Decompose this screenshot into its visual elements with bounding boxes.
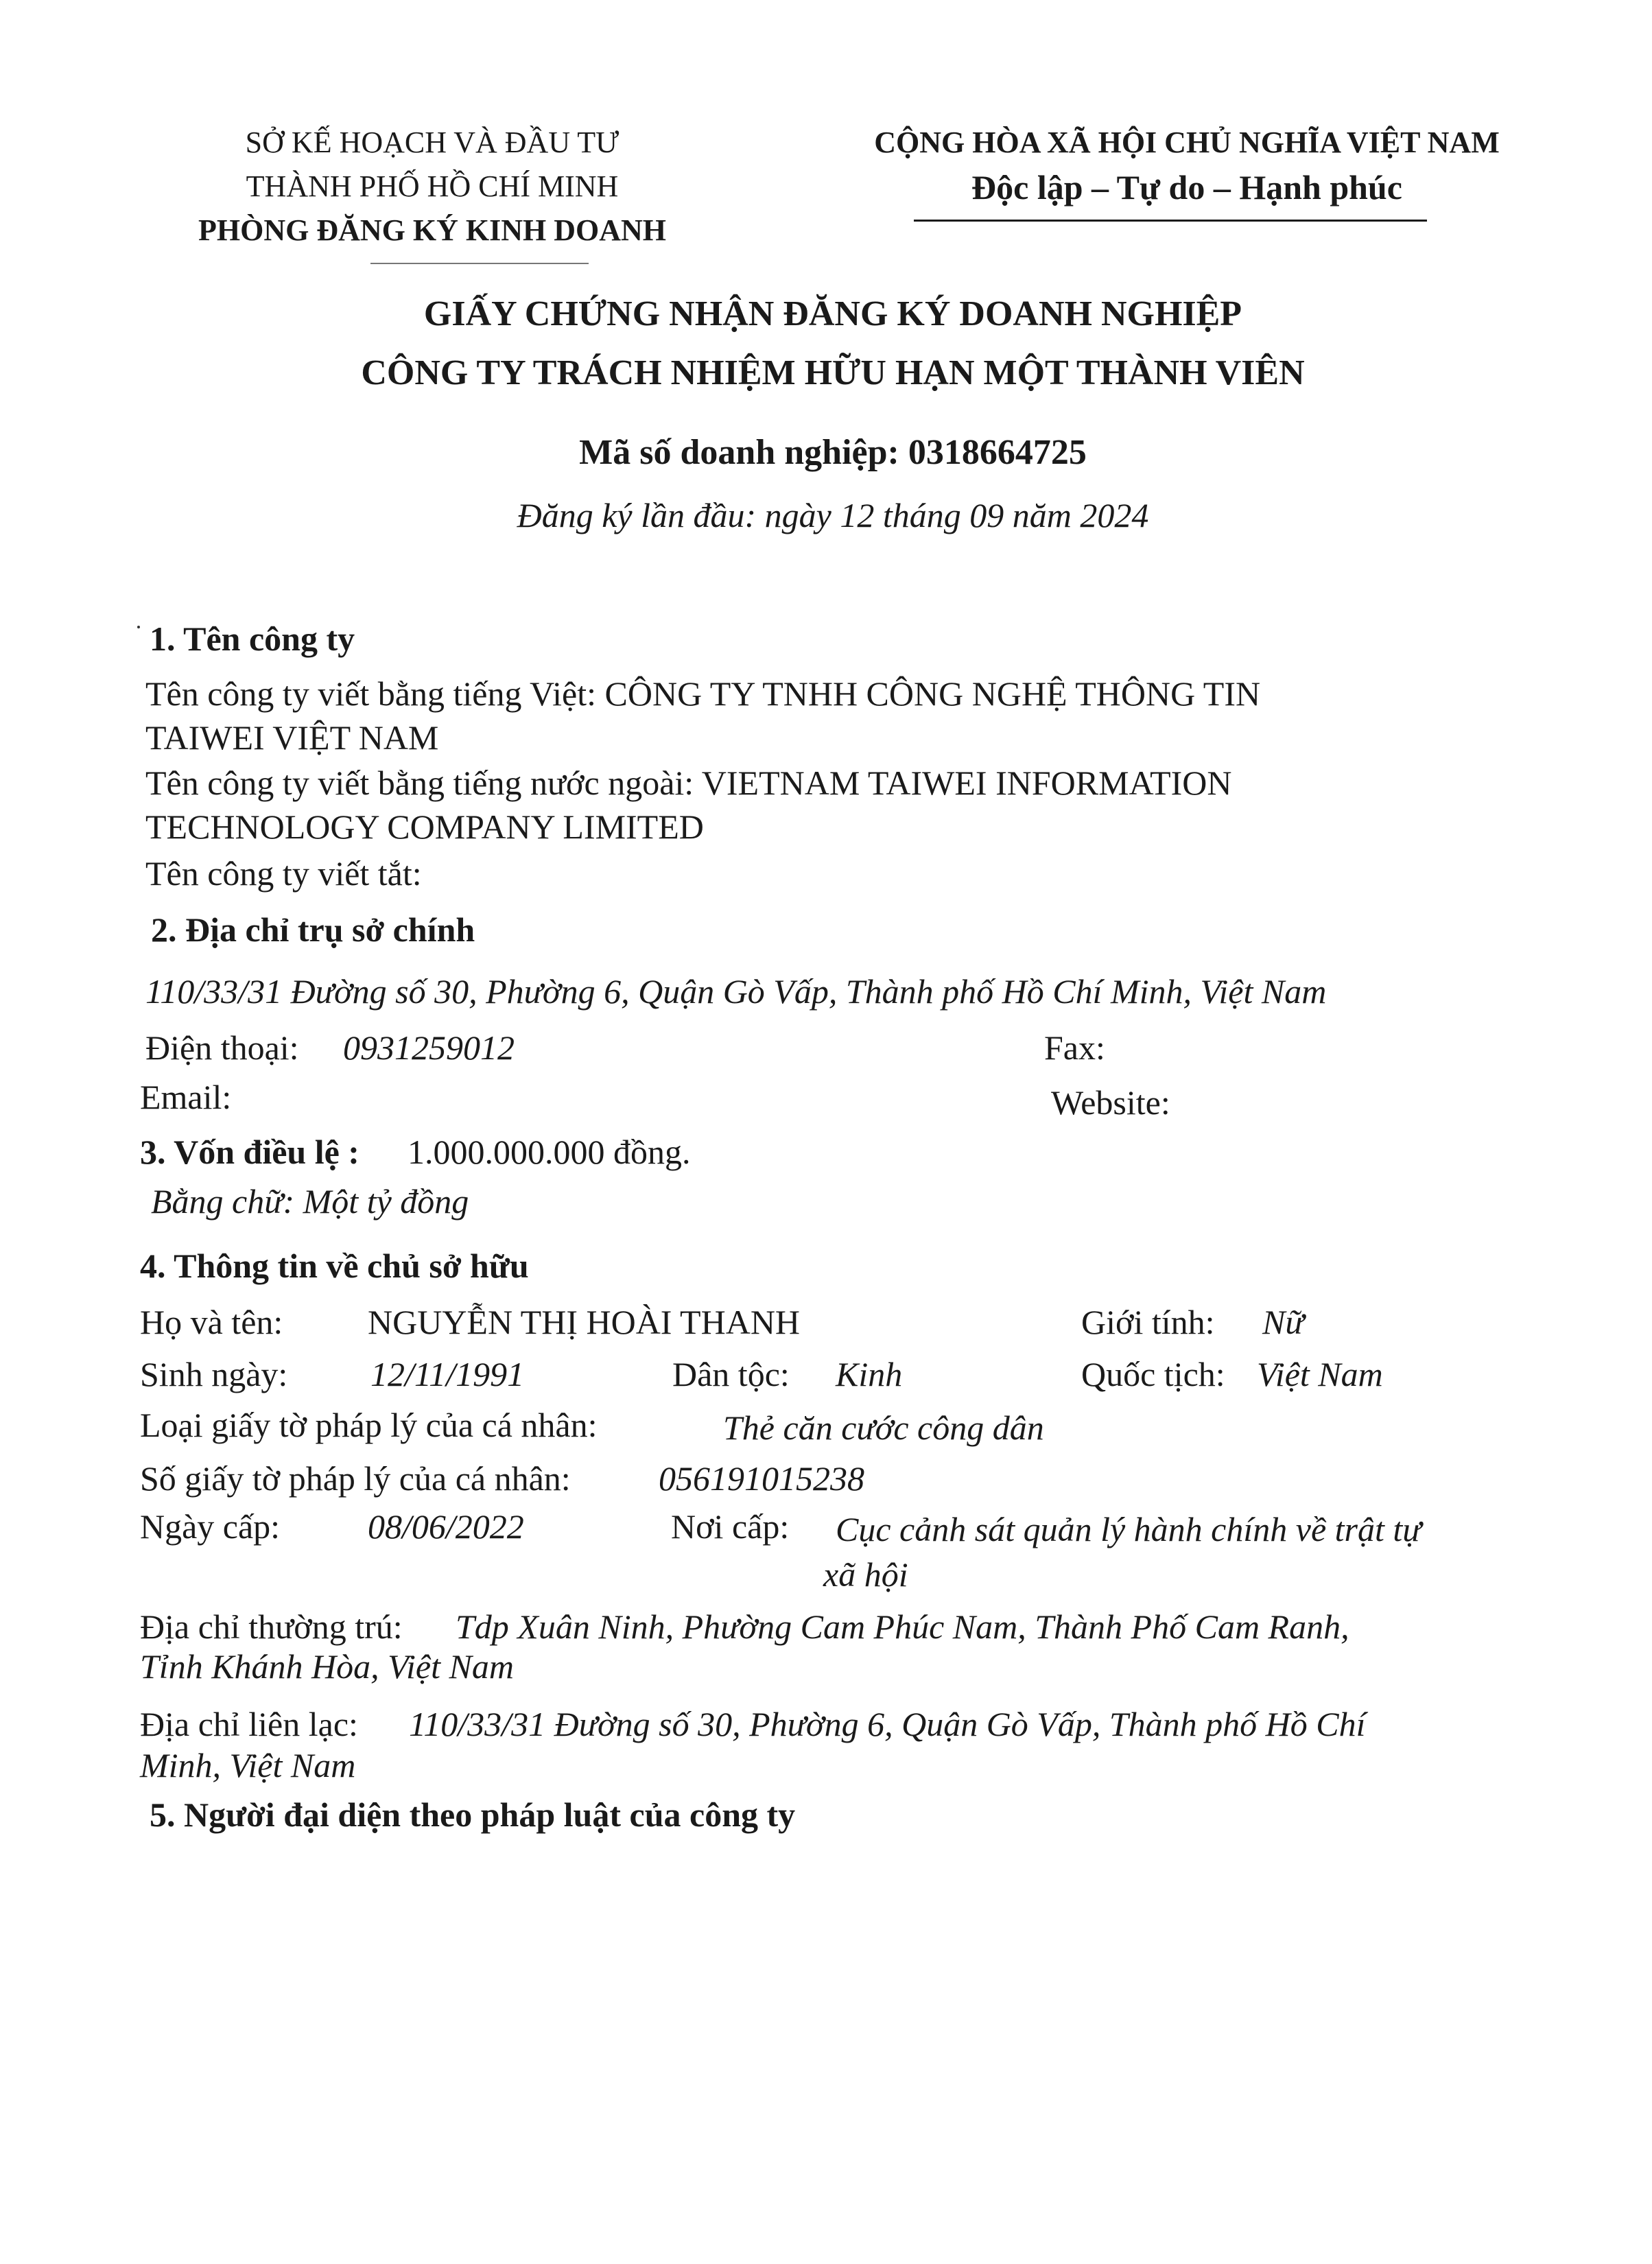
first-registration-date: Đăng ký lần đầu: ngày 12 tháng 09 năm 2024 — [517, 496, 1149, 534]
phone-value: 0931259012 — [343, 1028, 515, 1067]
section1-heading: 1. Tên công ty — [150, 620, 355, 658]
issue-place-value-cont: xã hội — [823, 1555, 908, 1594]
gender-value: Nữ — [1262, 1303, 1304, 1341]
head-office-address: 110/33/31 Đường số 30, Phường 6, Quận Gò Vấp, Thành phố Hồ Chí Minh, Việt Nam — [145, 972, 1327, 1011]
contact-address-cont: Minh, Việt Nam — [140, 1746, 356, 1784]
owner-name-value: NGUYỄN THỊ HOÀI THANH — [368, 1303, 801, 1341]
header-left-line3: PHÒNG ĐĂNG KÝ KINH DOANH — [198, 213, 666, 247]
email-label: Email: — [140, 1078, 232, 1116]
header-right-line1: CỘNG HÒA XÃ HỘI CHỦ NGHĨA VIỆT NAM — [874, 126, 1500, 159]
permanent-address-label: Địa chỉ thường trú: — [140, 1607, 403, 1646]
owner-name-label: Họ và tên: — [140, 1303, 283, 1341]
ethnic-value: Kinh — [836, 1355, 903, 1393]
doc-number-label: Số giấy tờ pháp lý của cá nhân: — [140, 1459, 571, 1498]
phone-label: Điện thoại: — [145, 1028, 299, 1067]
gender-label: Giới tính: — [1081, 1303, 1215, 1341]
dob-value: 12/11/1991 — [370, 1355, 525, 1393]
company-name-vn-cont: TAIWEI VIỆT NAM — [145, 718, 439, 757]
enterprise-code: Mã số doanh nghiệp: 0318664725 — [579, 433, 1087, 472]
company-name-vn: Tên công ty viết bằng tiếng Việt: CÔNG TY TNHH CÔNG NGHỆ THÔNG TIN — [145, 674, 1261, 713]
issue-place-value: Cục cảnh sát quản lý hành chính về trật tự — [836, 1510, 1421, 1548]
contact-address-value: 110/33/31 Đường số 30, Phường 6, Quận Gò Vấp, Thành phố Hồ Chí — [409, 1705, 1366, 1743]
section2-heading: 2. Địa chỉ trụ sở chính — [151, 910, 475, 949]
section4-heading: 4. Thông tin về chủ sở hữu — [140, 1247, 529, 1285]
permanent-address-value: Tdp Xuân Ninh, Phường Cam Phúc Nam, Thành Phố Cam Ranh, — [456, 1607, 1349, 1646]
contact-address-label: Địa chỉ liên lạc: — [140, 1705, 358, 1743]
ethnic-label: Dân tộc: — [672, 1355, 790, 1393]
charter-capital-in-words: Bằng chữ: Một tỷ đồng — [151, 1182, 469, 1221]
dob-label: Sinh ngày: — [140, 1355, 288, 1393]
header-left-line2: THÀNH PHỐ HỒ CHÍ MINH — [246, 169, 619, 203]
fax-label: Fax: — [1044, 1028, 1105, 1067]
doc-type-label: Loại giấy tờ pháp lý của cá nhân: — [140, 1406, 598, 1444]
charter-capital-amount: 1.000.000.000 đồng. — [408, 1133, 691, 1171]
company-name-short: Tên công ty viết tắt: — [145, 854, 422, 893]
website-label: Website: — [1051, 1083, 1170, 1122]
company-name-foreign-cont: TECHNOLOGY COMPANY LIMITED — [145, 807, 704, 846]
issue-date-value: 08/06/2022 — [368, 1507, 524, 1546]
certificate-title: GIẤY CHỨNG NHẬN ĐĂNG KÝ DOANH NGHIỆP — [423, 294, 1242, 333]
header-right-motto: Độc lập – Tự do – Hạnh phúc — [971, 168, 1402, 207]
permanent-address-cont: Tỉnh Khánh Hòa, Việt Nam — [140, 1647, 514, 1686]
scan-dot — [137, 626, 140, 628]
header-left-line1: SỞ KẾ HOẠCH VÀ ĐẦU TƯ — [245, 126, 620, 159]
company-type-title: CÔNG TY TRÁCH NHIỆM HỮU HẠN MỘT THÀNH VIÊN — [361, 353, 1305, 392]
header-right-underline — [914, 220, 1427, 222]
doc-number-value: 056191015238 — [659, 1459, 864, 1498]
issue-place-label: Nơi cấp: — [671, 1507, 790, 1546]
nationality-value: Việt Nam — [1257, 1355, 1383, 1393]
header-left-underline — [370, 263, 589, 264]
company-name-foreign: Tên công ty viết bằng tiếng nước ngoài: VIETNAM TAIWEI INFORMATION — [145, 764, 1232, 802]
section3-heading: 3. Vốn điều lệ : — [140, 1133, 359, 1171]
section5-heading: 5. Người đại diện theo pháp luật của công ty — [150, 1795, 796, 1834]
nationality-label: Quốc tịch: — [1081, 1355, 1225, 1393]
doc-type-value: Thẻ căn cước công dân — [723, 1408, 1044, 1447]
issue-date-label: Ngày cấp: — [140, 1507, 281, 1546]
